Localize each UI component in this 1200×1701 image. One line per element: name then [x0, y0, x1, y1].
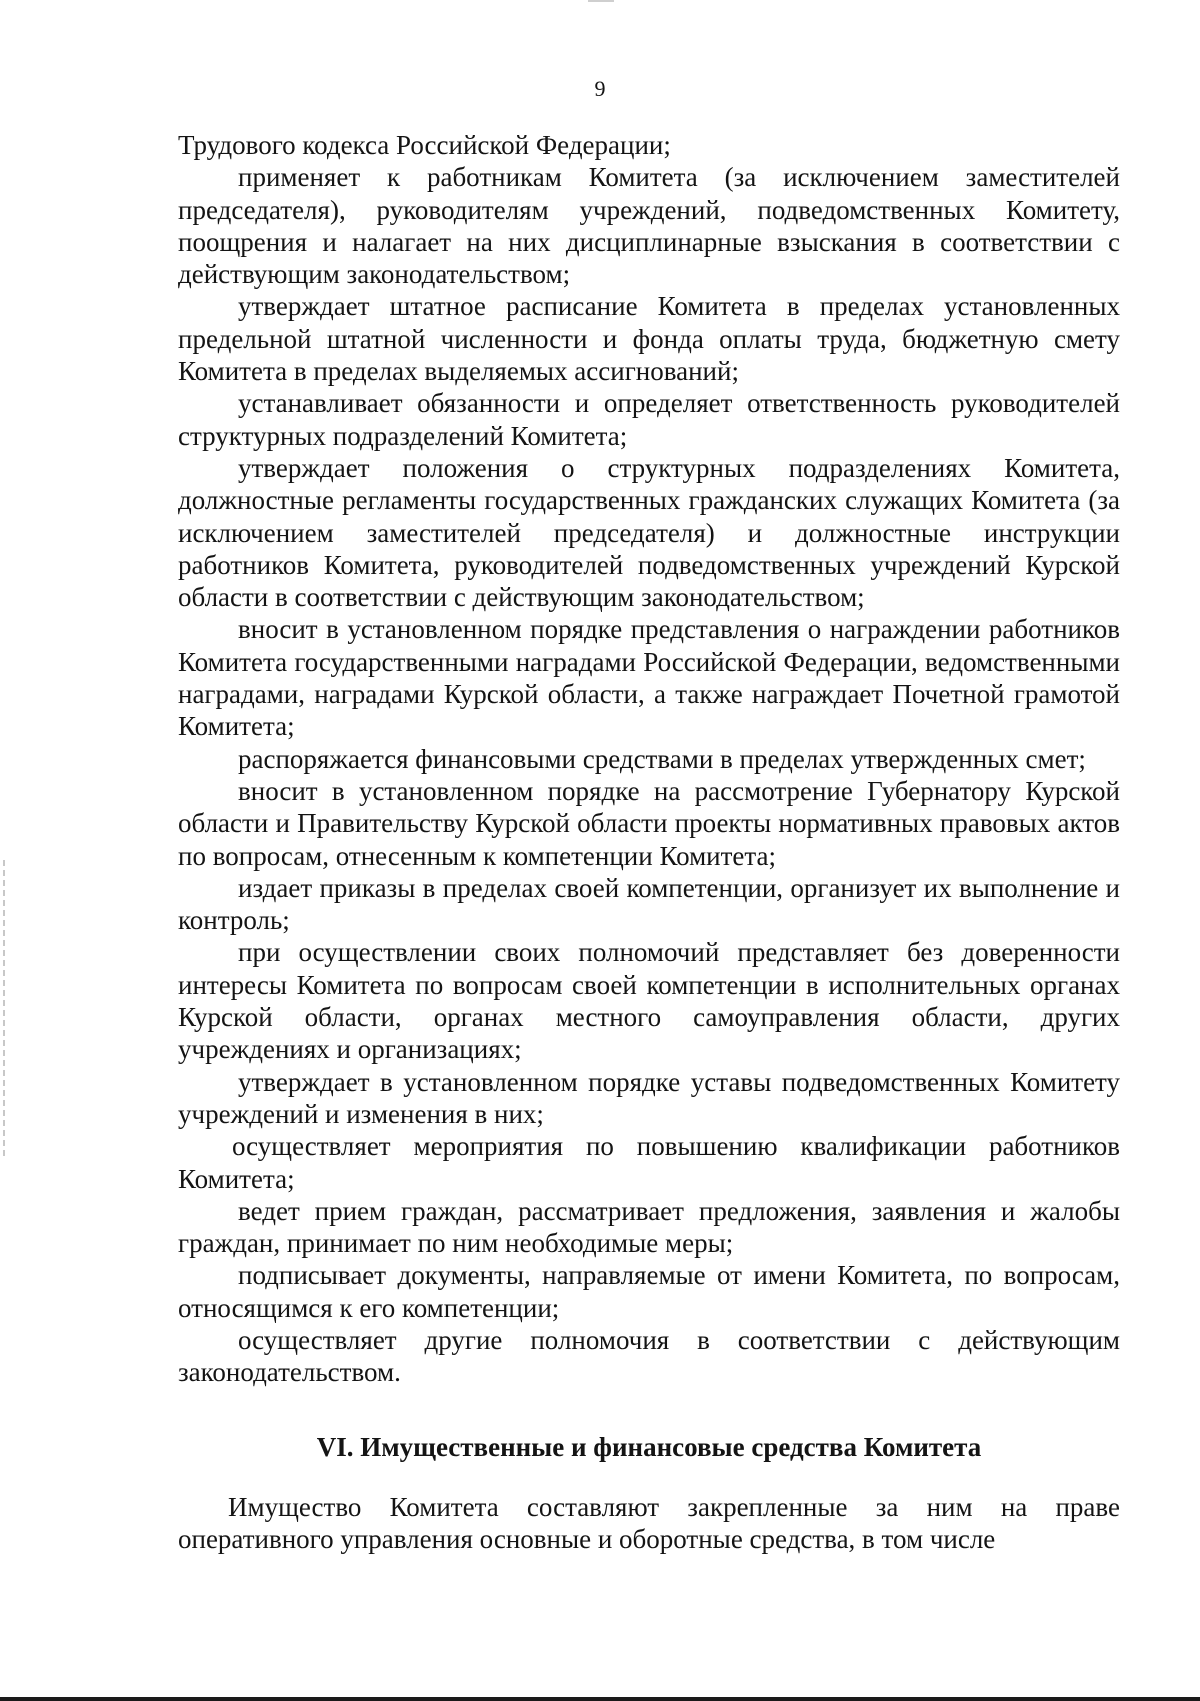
scan-top-mark	[588, 0, 614, 2]
paragraph-incentives: применяет к работникам Комитета (за исключением заместителей председателя), руководителям учреждений, подведомственных Комитету, поощрения и налагает на них дисциплинарные взыскания в соответствии с действующим законодательством;	[178, 162, 1120, 290]
paragraph-staff-schedule: утверждает штатное расписание Комитета в пределах установленных предельной штатной численности и фонда оплаты труда, бюджетную смету Комитета в пределах выделяемых ассигнований;	[178, 291, 1120, 387]
paragraph-charters: утверждает в установленном порядке уставы подведомственных Комитету учреждений и изменения в них;	[178, 1066, 1120, 1129]
page-number: 9	[594, 76, 606, 101]
paragraph-finances: распоряжается финансовыми средствами в пределах утвержденных смет;	[238, 743, 1086, 774]
scan-left-edge	[3, 860, 5, 1160]
paragraph-awards: вносит в установленном порядке представления о награждении работников Комитета государственными наградами Российской Федерации, ведомственными наградами, наградами Курской области, а также награждает Почетной грамотой Комитета;	[178, 614, 1120, 742]
paragraph-qualification: осуществляет мероприятия по повышению квалификации работников Комитета;	[178, 1131, 1120, 1194]
paragraph-labor-code: Трудового кодекса Российской Федерации;	[178, 130, 671, 160]
paragraph-property: Имущество Комитета составляют закрепленные за ним на праве оперативного управления основные и оборотные средства, в том числе	[178, 1491, 1120, 1554]
scan-bottom-edge	[0, 1697, 1200, 1701]
document-body	[178, 129, 1120, 1555]
paragraph-citizens: ведет прием граждан, рассматривает предложения, заявления и жалобы граждан, принимает по ним необходимые меры;	[178, 1195, 1120, 1259]
paragraph-duties: устанавливает обязанности и определяет ответственность руководителей структурных подразделений Комитета;	[178, 388, 1120, 451]
section-body	[178, 1491, 1120, 1556]
paragraph-draft-acts: вносит в установленном порядке на рассмотрение Губернатору Курской области и Правительству Курской области проекты нормативных правовых актов по вопросам, отнесенным к компетенции Комитета;	[178, 775, 1120, 871]
section-heading: VI. Имущественные и финансовые средства Комитета	[316, 1431, 982, 1462]
paragraph-representation: при осуществлении своих полномочий представляет без доверенности интересы Комитета по вопросам своей компетенции в исполнительных органах Курской области, органах местного самоуправления области, других учреждениях и организациях;	[178, 937, 1120, 1065]
paragraph-orders: издает приказы в пределах своей компетенции, организует их выполнение и контроль;	[178, 872, 1120, 936]
paragraph-signing: подписывает документы, направляемые от имени Комитета, по вопросам, относящимся к его компетенции;	[178, 1260, 1120, 1323]
paragraph-other-powers: осуществляет другие полномочия в соответствии с действующим законодательством.	[178, 1324, 1120, 1388]
paragraph-regulations: утверждает положения о структурных подразделениях Комитета, должностные регламенты государственных гражданских служащих Комитета (за исключением заместителей председателя) и должностные инструкции работников Комитета, руководителей подведомственных учреждений Курской области в соответствии с действующим законодательством;	[178, 452, 1120, 613]
